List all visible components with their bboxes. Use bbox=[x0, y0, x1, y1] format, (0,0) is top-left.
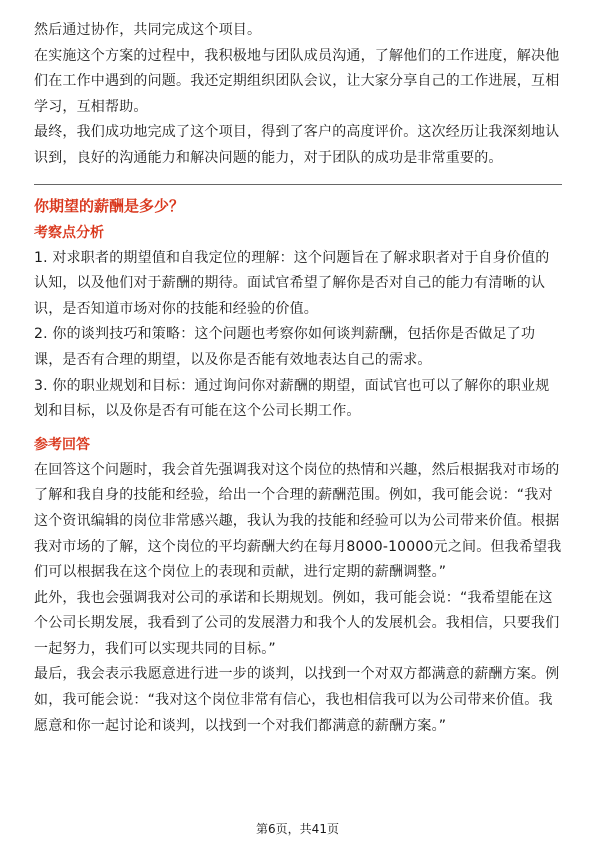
analysis-point: 1. 对求职者的期望值和自我定位的理解：这个问题旨在了解求职者对于自身价值的认知，以及他们对于薪酬的期待。面试官希望了解你是否对自己的能力有清晰的认识，是否知道市场对你的技能和经验的价值。 bbox=[34, 249, 550, 317]
question-title: 你期望的薪酬是多少？ bbox=[34, 196, 185, 215]
page-number: 第6页，共41页 bbox=[256, 822, 339, 836]
answer-paragraph: 此外，我也会强调我对公司的承诺和长期规划。例如，我可能会说：“我希望能在这个公司长期发展，我看到了公司的发展潜力和我个人的发展机会。我相信，只要我们一起努力，我们可以实现共同的目标。” bbox=[34, 589, 560, 657]
answer-heading: 参考回答 bbox=[34, 436, 90, 453]
intro-paragraph: 最终，我们成功地完成了这个项目，得到了客户的高度评价。这次经历让我深刻地认识到，良好的沟通能力和解决问题的能力，对于团队的成功是非常重要的。 bbox=[34, 124, 560, 166]
analysis-heading: 考察点分析 bbox=[34, 224, 104, 241]
analysis-point: 3. 你的职业规划和目标：通过询问你对薪酬的期望，面试官也可以了解你的职业规划和目标，以及你是否有可能在这个公司长期工作。 bbox=[34, 377, 550, 420]
answer-paragraph: 在回答这个问题时，我会首先强调我对这个岗位的热情和兴趣，然后根据我对市场的了解和我自身的技能和经验，给出一个合理的薪酬范围。例如，我可能会说：“我对这个资讯编辑的岗位非常感兴趣，我认为我的技能和经验可以为公司带来价值。根据我对市场的了解，这个岗位的平均薪酬大约在每月8000-10000元之间。但我希望我们可以根据我在这个岗位上的表现和贡献，进行定期的薪酬调整。” bbox=[34, 461, 562, 581]
document-page bbox=[34, 0, 562, 739]
intro-paragraph: 然后通过协作，共同完成这个项目。 bbox=[34, 22, 262, 38]
intro-paragraph: 在实施这个方案的过程中，我积极地与团队成员沟通，了解他们的工作进度，解决他们在工作中遇到的问题。我还定期组织团队会议，让大家分享自己的工作进展，互相学习，互相帮助。 bbox=[34, 47, 560, 115]
intro-section bbox=[34, 0, 562, 172]
answer-paragraph: 最后，我会表示我愿意进行进一步的谈判，以找到一个对双方都满意的薪酬方案。例如，我可能会说：“我对这个岗位非常有信心，我也相信我可以为公司带来价值。我愿意和你一起讨论和谈判，以找到一个对我们都满意的薪酬方案。” bbox=[34, 666, 560, 734]
analysis-point: 2. 你的谈判技巧和策略：这个问题也考察你如何谈判薪酬，包括你是否做足了功课，是否有合理的期望，以及你是否能有效地表达自己的需求。 bbox=[34, 326, 536, 368]
question-section bbox=[34, 193, 562, 740]
section-divider bbox=[34, 184, 562, 185]
